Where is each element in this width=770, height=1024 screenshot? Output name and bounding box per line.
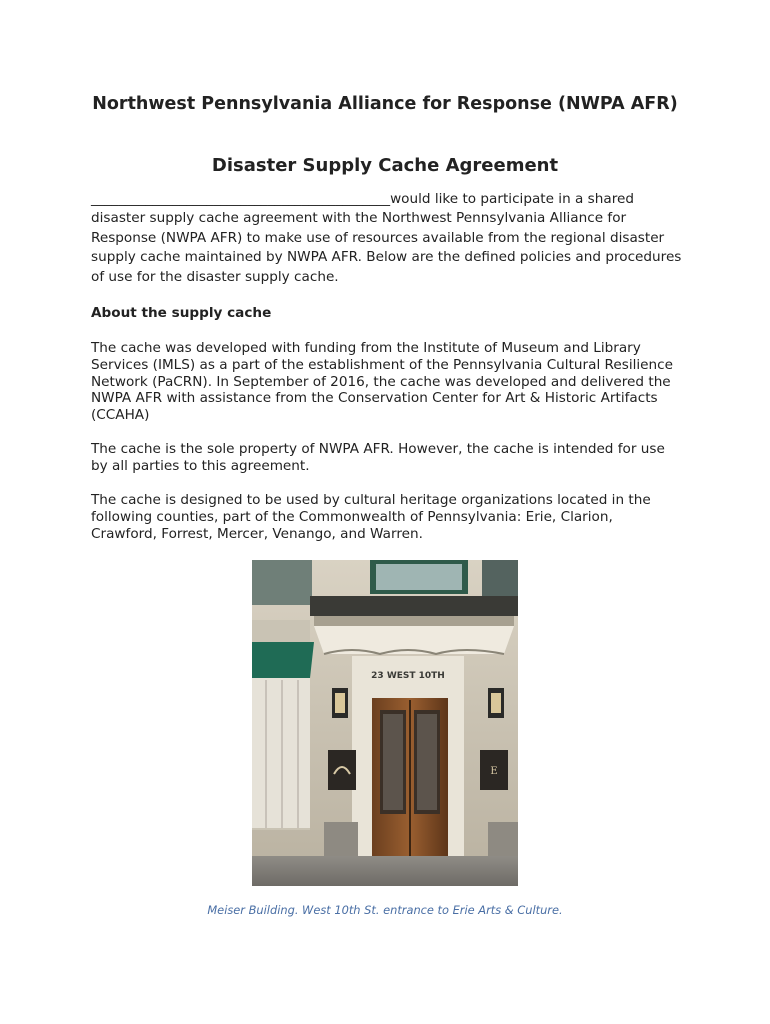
photo-caption: Meiser Building. West 10th St. entrance to Erie Arts & Culture.: [207, 903, 563, 917]
participant-name-blank: ____________________________________________: [91, 191, 391, 207]
section-heading: About the supply cache: [91, 305, 272, 321]
paragraph-ownership: The cache is the sole property of NWPA AFR. However, the cache is intended for use by all parties to this agreement.: [91, 441, 665, 474]
document-subtitle: Disaster Supply Cache Agreement: [211, 155, 559, 176]
document-title: Northwest Pennsylvania Alliance for Response (NWPA AFR): [92, 94, 678, 114]
meiser-building-photo: [252, 560, 518, 886]
entrance-sign: 23 WEST 10TH: [371, 671, 445, 681]
intro-text: would like to participate in a shared disaster supply cache agreement with the Northwest Pennsylvania Alliance for Response (NWPA AFR) to make use of resources available from the regional disaster supply cache maintained by NWPA AFR. Below are the defined policies and procedures of use for the disaster supply cache.: [91, 191, 682, 285]
paragraph-funding: The cache was developed with funding from the Institute of Museum and Library Services (IMLS) as a part of the establishment of the Pennsylvania Cultural Resilience Network (PaCRN). In September of 2016, the cache was developed and delivered the NWPA AFR with assistance from the Conservation Center for Art & Historic Artifacts (CCAHA): [91, 340, 673, 424]
svg-text:E: E: [490, 766, 498, 777]
paragraph-counties: The cache is designed to be used by cultural heritage organizations located in the following counties, part of the Commonwealth of Pennsylvania: Erie, Clarion, Crawford, Forrest, Mercer, Venango, and Warren.: [91, 492, 651, 542]
intro-paragraph: [91, 190, 691, 287]
